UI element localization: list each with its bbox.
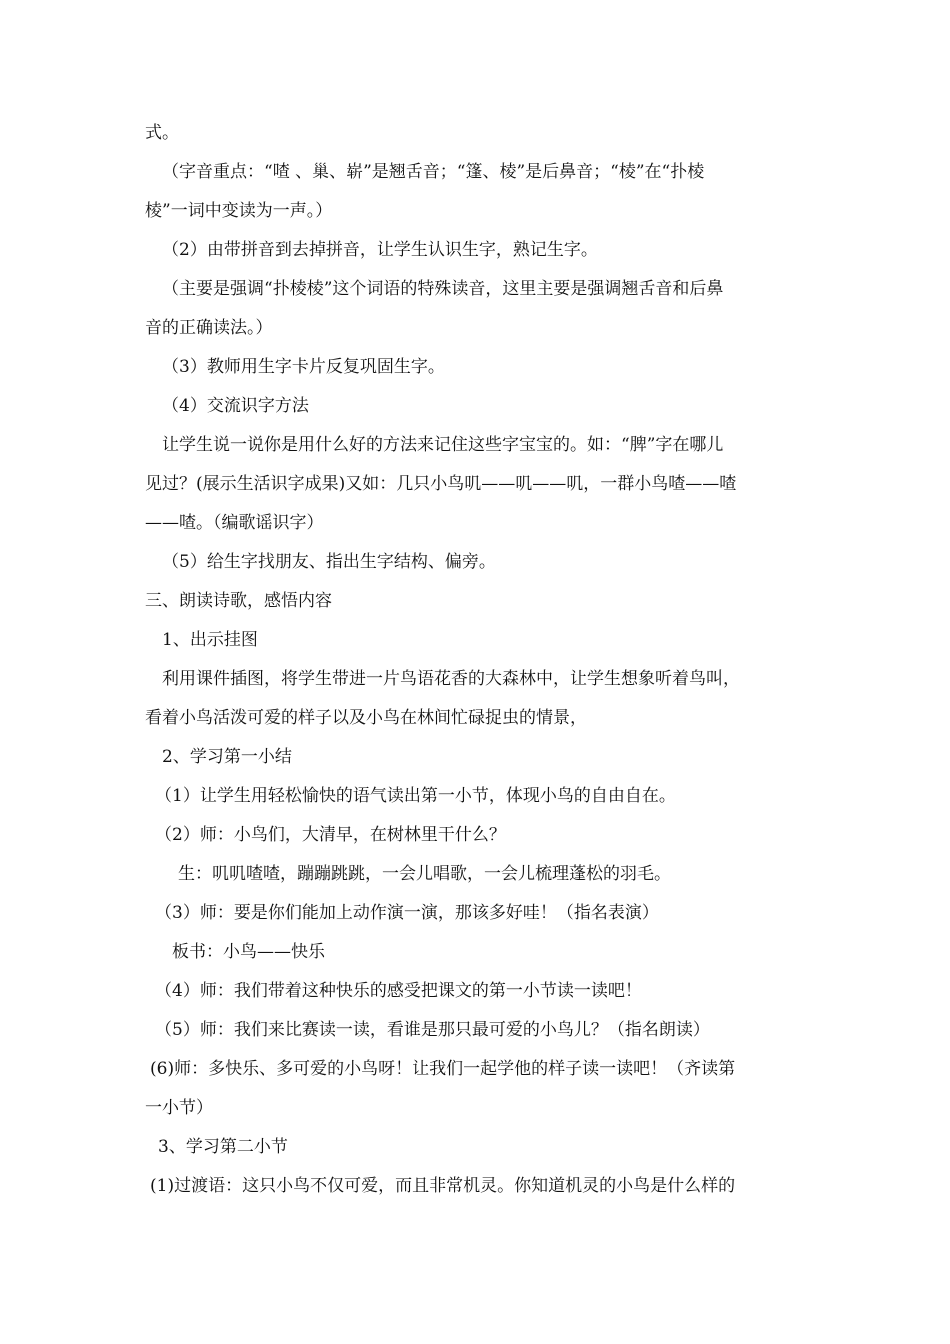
text-line: 让学生说一说你是用什么好的方法来记住这些字宝宝的。如：“脾”字在哪儿 bbox=[162, 435, 724, 455]
text-line: (1)过渡语：这只小鸟不仅可爱，而且非常机灵。你知道机灵的小鸟是什么样的 bbox=[150, 1176, 736, 1196]
text-line: （1）让学生用轻松愉快的语气读出第一小节，体现小鸟的自由自在。 bbox=[155, 786, 676, 806]
text-line: （4）交流识字方法 bbox=[162, 396, 309, 416]
text-line: 音的正确读法。） bbox=[145, 318, 273, 338]
text-line: ——喳。（编歌谣识字） bbox=[145, 513, 324, 533]
text-line: （3）师：要是你们能加上动作演一演，那该多好哇！（指名表演） bbox=[155, 903, 659, 923]
subsection-heading: 3、学习第二小节 bbox=[158, 1137, 288, 1157]
text-line: （2）由带拼音到去掉拼音，让学生认识生字，熟记生字。 bbox=[162, 240, 598, 260]
text-line: 见过？(展示生活识字成果)又如：几只小鸟叽——叽——叽，一群小鸟喳——喳 bbox=[145, 474, 737, 494]
text-line: （4）师：我们带着这种快乐的感受把课文的第一小节读一读吧！ bbox=[155, 981, 642, 1001]
subsection-heading: 2、学习第一小结 bbox=[162, 747, 292, 767]
text-line: 生：叽叽喳喳，蹦蹦跳跳，一会儿唱歌，一会儿梳理蓬松的羽毛。 bbox=[178, 864, 671, 884]
section-heading: 三、朗读诗歌，感悟内容 bbox=[145, 591, 332, 611]
text-line: 棱”一词中变读为一声。） bbox=[145, 201, 333, 221]
text-line: （主要是强调“扑棱棱”这个词语的特殊读音，这里主要是强调翘舌音和后鼻 bbox=[162, 279, 724, 299]
text-line: （5）给生字找朋友、指出生字结构、偏旁。 bbox=[162, 552, 496, 572]
text-line: 式。 bbox=[145, 123, 179, 143]
text-line: 板书：小鸟——快乐 bbox=[172, 942, 325, 962]
text-line: 利用课件插图，将学生带进一片鸟语花香的大森林中，让学生想象听着鸟叫， bbox=[162, 669, 740, 689]
text-line: (6)师：多快乐、多可爱的小鸟呀！让我们一起学他的样子读一读吧！（齐读第 bbox=[150, 1059, 736, 1079]
text-line: 一小节） bbox=[145, 1098, 213, 1118]
text-line: 看着小鸟活泼可爱的样子以及小鸟在林间忙碌捉虫的情景， bbox=[145, 708, 587, 728]
text-line: （3）教师用生字卡片反复巩固生字。 bbox=[162, 357, 445, 377]
text-line: （字音重点：“喳 、巢、崭”是翘舌音；“篷、棱”是后鼻音；“棱”在“扑棱 bbox=[162, 162, 705, 182]
text-line: （2）师：小鸟们，大清早，在树林里干什么？ bbox=[155, 825, 506, 845]
subsection-heading: 1、出示挂图 bbox=[162, 630, 258, 650]
text-line: （5）师：我们来比赛读一读，看谁是那只最可爱的小鸟儿？（指名朗读） bbox=[155, 1020, 710, 1040]
